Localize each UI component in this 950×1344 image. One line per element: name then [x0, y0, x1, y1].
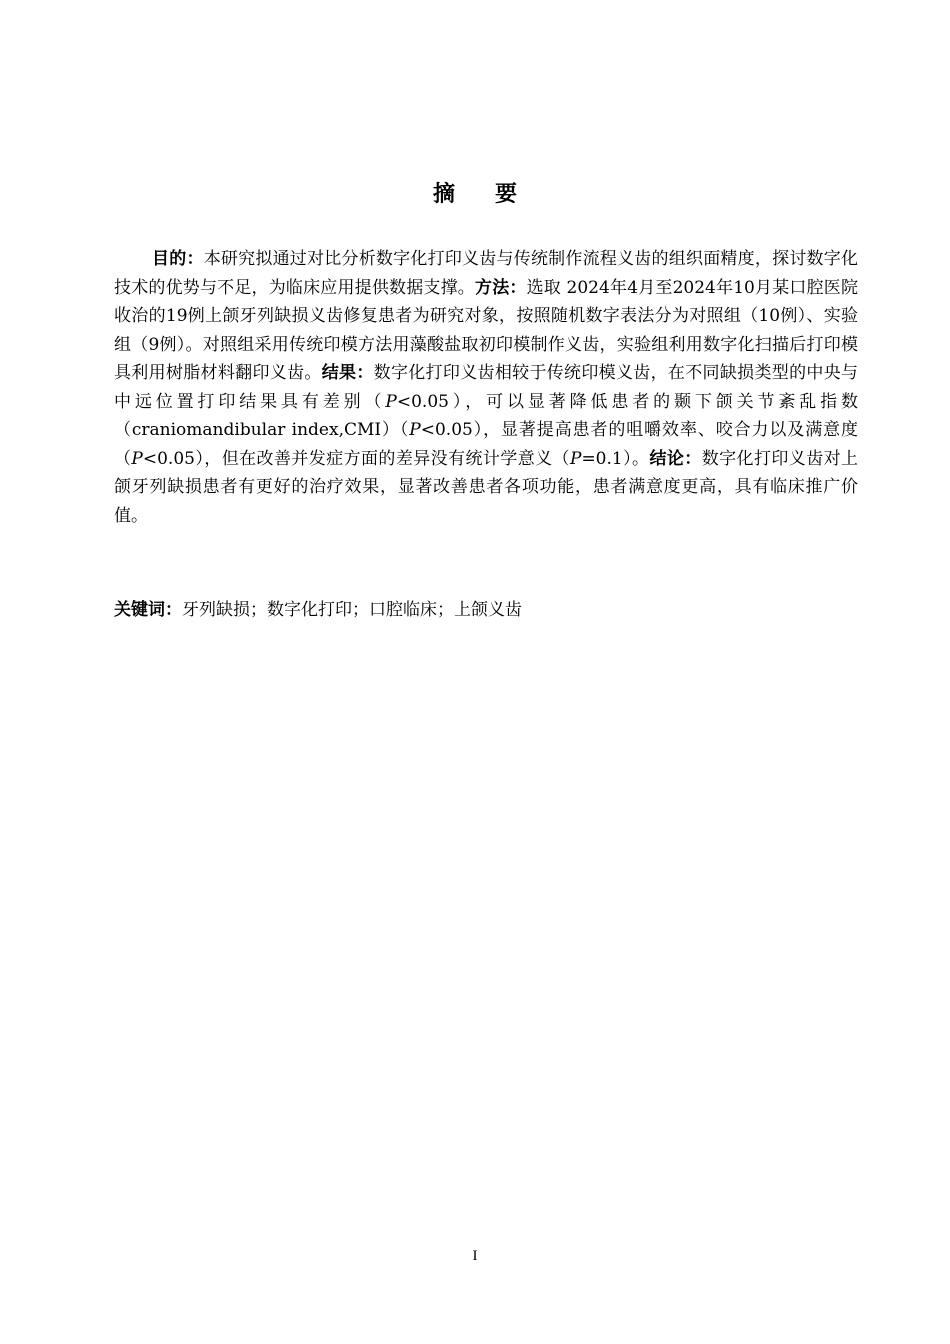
keywords-line — [114, 596, 858, 624]
result-text: 数字化打印义齿相较于传统印模义齿，在不同缺损类型的中央与中远位置打印结果具有差别（ — [114, 363, 859, 412]
method-label: 方法： — [475, 277, 527, 298]
result-label: 结果： — [321, 363, 374, 383]
conclusion-label: 结论： — [649, 448, 702, 469]
keywords-label: 关键词： — [114, 600, 182, 620]
conclusion-text: 数字化打印义齿对上颌牙列缺损患者有更好的治疗效果，显著改善患者各项功能，患者满意度更高，具有临床推广价值。 — [114, 448, 859, 526]
keywords-text: 牙列缺损；数字化打印；口腔临床；上颌义齿 — [182, 600, 522, 620]
page-number: I — [472, 1248, 478, 1264]
p-value-symbol: P — [409, 420, 421, 440]
purpose-text: 本研究拟通过对比分析数字化打印义齿与传统制作流程义齿的组织面精度，探讨数字化技术的优势与不足，为临床应用提供数据支撑。 — [114, 249, 859, 298]
result-text: =0.1）。 — [581, 448, 650, 469]
result-text: <0.05），但在改善并发症方面的差异没有统计学意义（ — [142, 448, 570, 469]
purpose-label: 目的： — [152, 249, 204, 269]
p-value-symbol: P — [131, 448, 143, 469]
method-text: 选取 2024年4月至2024年10月某口腔医院收治的19例上颌牙列缺损义齿修复患者为研究对象，按照随机数字表法分为对照组（10例）、实验组（9例）。对照组采用传统印模方法用藻酸盐取初印模制作义齿，实验组利用数字化扫描后打印模具利用树脂材料翻印义齿。 — [114, 277, 859, 383]
abstract-title: 摘要 — [432, 182, 557, 207]
abstract-body — [114, 245, 858, 530]
p-value-symbol: P — [385, 391, 397, 412]
result-text: <0.05），显著提高患者的咀嚼效率、咬合力以及满意度（ — [114, 420, 858, 469]
p-value-symbol: P — [569, 448, 582, 469]
result-text: <0.05），可以显著降低患者的颞下颌关节紊乱指数（craniomandibular index,CMI）（ — [114, 391, 858, 440]
